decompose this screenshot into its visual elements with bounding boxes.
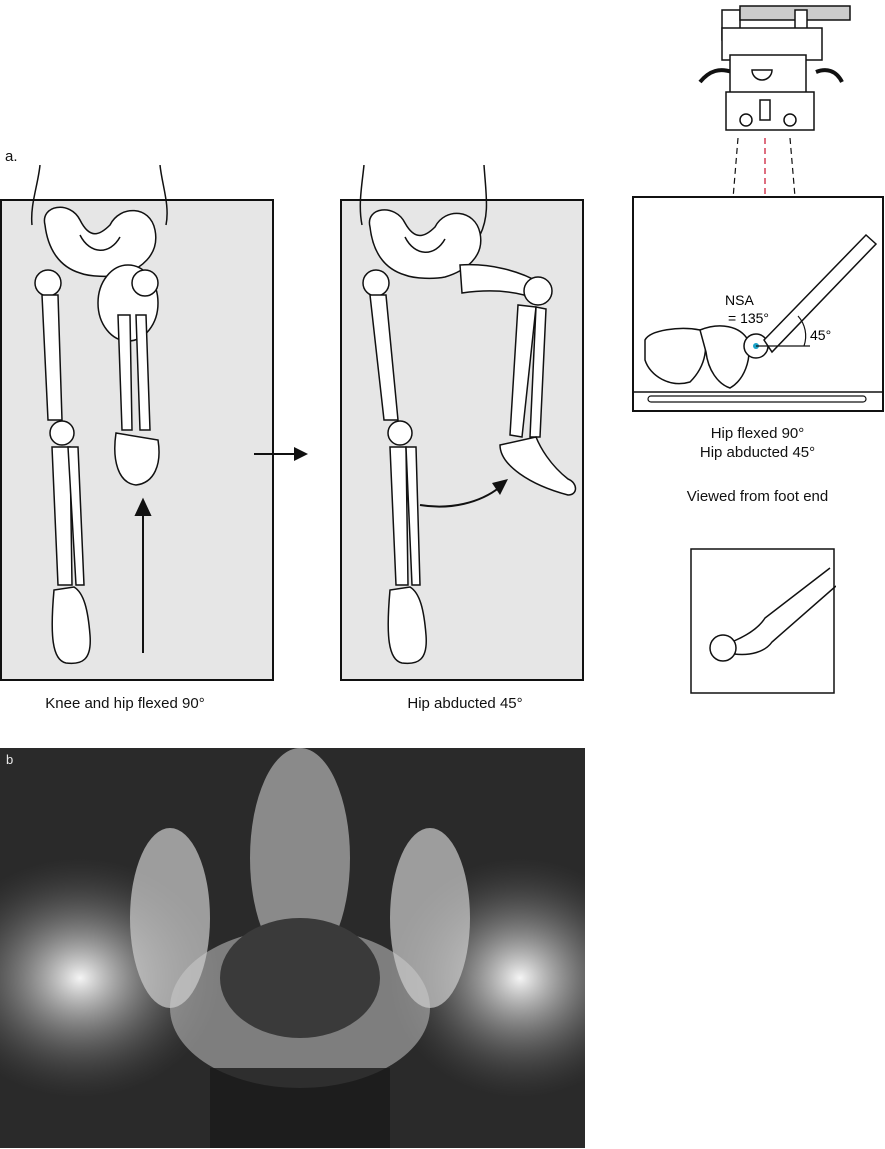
- caption-hip-flexed: Hip flexed 90°: [710, 425, 805, 442]
- xray-tube-icon: [700, 6, 850, 130]
- arrow-right-icon: [252, 444, 312, 464]
- caption-hip-abducted-side: Hip abducted 45°: [699, 444, 816, 461]
- nsa-value: = 135°: [728, 310, 770, 326]
- angle-label: 45°: [810, 327, 832, 343]
- nsa-label: NSA: [725, 292, 754, 308]
- panel-b-tag: b: [6, 752, 14, 767]
- xray-image: [0, 748, 585, 1148]
- figure-foot-end-view: [630, 0, 885, 415]
- panel-a-tag: a.: [5, 148, 18, 165]
- caption-viewpoint: Viewed from foot end: [686, 488, 829, 505]
- figure-knee-hip-flexed: [0, 165, 275, 683]
- femur-inset: [690, 548, 836, 696]
- figure-hip-abducted: [340, 165, 585, 683]
- caption-hip-abducted: Hip abducted 45°: [407, 695, 523, 712]
- caption-knee-hip-flexed: Knee and hip flexed 90°: [45, 695, 205, 712]
